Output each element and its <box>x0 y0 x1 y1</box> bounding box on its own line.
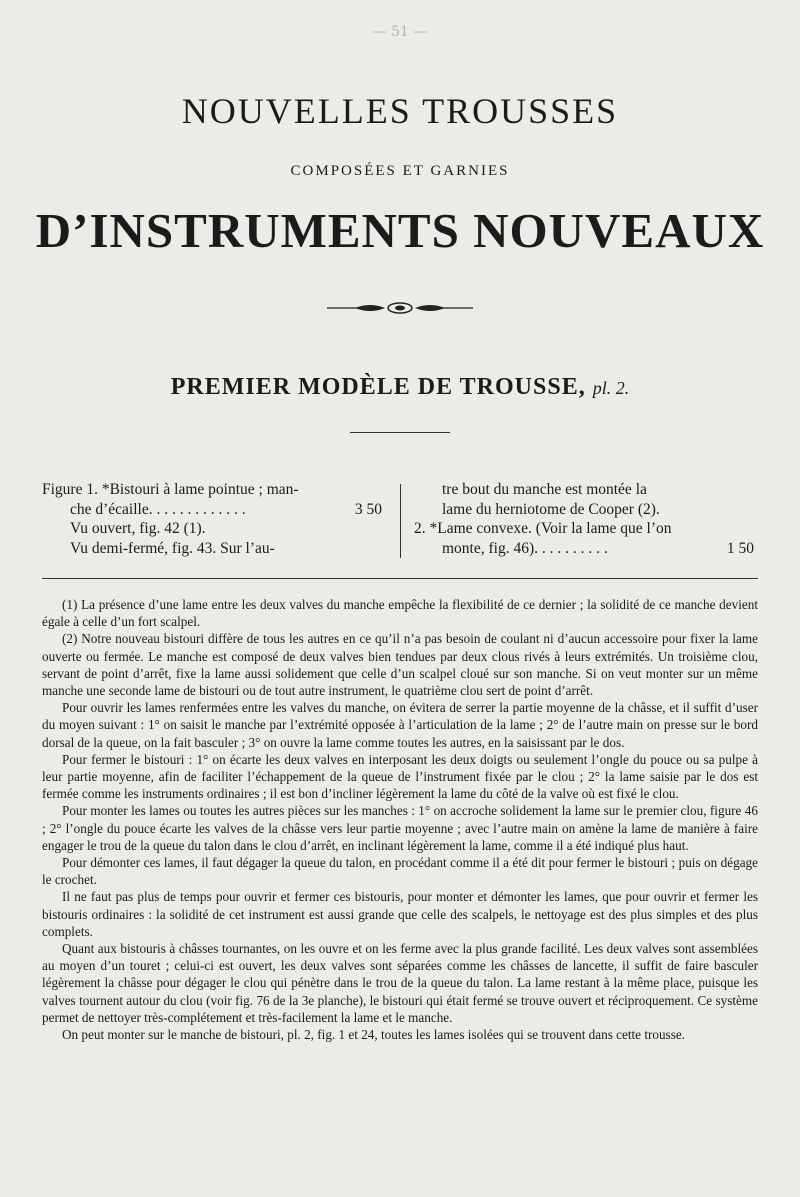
paragraph: Il ne faut pas plus de temps pour ouvrir et fermer ces bistouris, pour monter et démonter les lames, que pour ouvrir et fermer les bistouris ordinaires : la solidité de cet instrument est aussi grande que celle des scalpels, le nettoyage est des plus simples et des plus complets. <box>42 889 758 939</box>
paragraph: On peut monter sur le manche de bistouri, pl. 2, fig. 1 et 24, toutes les lames isolées qui se trouvent dans cette trousse. <box>62 1027 685 1043</box>
item-row: Figure 1. *Bistouri à lame pointue ; man- <box>42 481 299 498</box>
item-price: 3 50 <box>354 500 382 518</box>
section-plate: pl. 2. <box>592 378 630 398</box>
item-row: 2. *Lame convexe. (Voir la lame que l’on <box>414 520 672 537</box>
short-rule <box>350 432 450 433</box>
ornament-flourish <box>325 298 475 318</box>
footnote-2: (2) Notre nouveau bistouri diffère de tous les autres en ce qu’il n’a pas besoin de coulant ni d’aucun accessoire pour fixer la lame ouverte ou fermée. Le manche est composé de deux valves bien tendues par deux clous rivés à leurs extrémités. Un troisième clou, servant de point d’arrêt, fixe la lame aussi solidement que celle d’un scalpel cloué sur son manche. Si on veut monter sur un même manche une seconde lame de bistouri ou de tout autre instrument, le quatrième clou sert de point d’arrêt. <box>42 631 758 699</box>
column-divider <box>400 484 401 558</box>
item-row: tre bout du manche est montée la <box>442 481 647 498</box>
items-left-column <box>42 480 382 558</box>
item-row: Vu demi-fermé, fig. 43. Sur l’au- <box>70 539 275 557</box>
subtitle: COMPOSÉES ET GARNIES <box>290 163 510 179</box>
items-right-column <box>414 480 754 558</box>
main-title: NOUVELLES TROUSSES <box>181 91 619 131</box>
footnotes <box>42 596 758 1043</box>
paragraph: Pour fermer le bistouri : 1° on écarte les deux valves en interposant les deux doigts ou seulement l’ongle du pouce ou sa pulpe à leur partie moyenne, afin de faciliter l’échappement de la queue de l’instrument fixée par le clou ; 2° la lame saisie par le dos est fermée comme les instruments ordinaires ; il est bon d’incliner légèrement la lame du côté de la valve où est fixé le clou. <box>42 751 758 802</box>
title-instruments: D’INSTRUMENTS NOUVEAUX <box>35 203 765 258</box>
paragraph: Quant aux bistouris à châsses tournantes, on les ouvre et on les ferme avec la plus grande facilité. Les deux valves sont assemblées au moyen d’un touret ; celui-ci est ouvert, les deux valves sont séparées comme les châsses de lancette, il suffit de faire basculer légèrement la châsse pour dégager le clou qui pénètre dans le trou de la queue du talon. La lame restant à la même place, puisque les valves tournent autour du clou (voir fig. 76 de la 3e planche), le bistouri qui était fermé se trouve ouvert et réciproquement. Ce système permet de nettoyer très-complétement et très-facilement la lame et le manche. <box>42 941 758 1025</box>
item-row: monte, fig. 46). . . . . . . . . . 1 50 <box>442 539 754 557</box>
item-row: che d’écaille. . . . . . . . . . . . . 3 50 <box>70 500 382 518</box>
section-heading <box>0 374 800 401</box>
footnote-rule <box>42 578 758 579</box>
item-row: Vu ouvert, fig. 42 (1). <box>70 520 206 537</box>
page-number: — 51 — <box>372 24 428 40</box>
item-price: 1 50 <box>726 539 754 557</box>
paragraph: Pour monter les lames ou toutes les autres pièces sur les manches : 1° on accroche solidement la lame sur le premier clou, figure 46 ; 2° l’ongle du pouce écarte les valves de la châsse vers leur partie moyenne ; avec l’autre main on amène la lame de manière à faire engager le trou de la queue du talon dans le clou d’arrêt, en inclinant légèrement la lame, comme il a été indiqué plus haut. <box>42 803 758 853</box>
paragraph: Pour ouvrir les lames renfermées entre les valves du manche, on évitera de serrer la partie moyenne de la châsse, et il suffit d’user du moyen suivant : 1° on saisit le manche par l’extrémité opposée à l’articulation de la lame ; 2° de l’autre main on presse sur le bord dorsal de la queue, on la fait basculer ; 3° on ouvre la lame comme toutes les autres, en la saisissant par le dos. <box>42 700 758 750</box>
footnote-1: (1) La présence d’une lame entre les deux valves du manche empêche la flexibilité de ce dernier ; la solidité de ce manche devient égale à celle d’un fort scalpel. <box>42 597 758 630</box>
section-heading-text: PREMIER MODÈLE DE TROUSSE, <box>170 374 586 400</box>
paragraph: Pour démonter ces lames, il faut dégager la queue du talon, en procédant comme il a été dit pour fermer le bistouri ; puis on dégage le crochet. <box>42 855 758 888</box>
item-row: lame du herniotome de Cooper (2). <box>442 500 660 518</box>
